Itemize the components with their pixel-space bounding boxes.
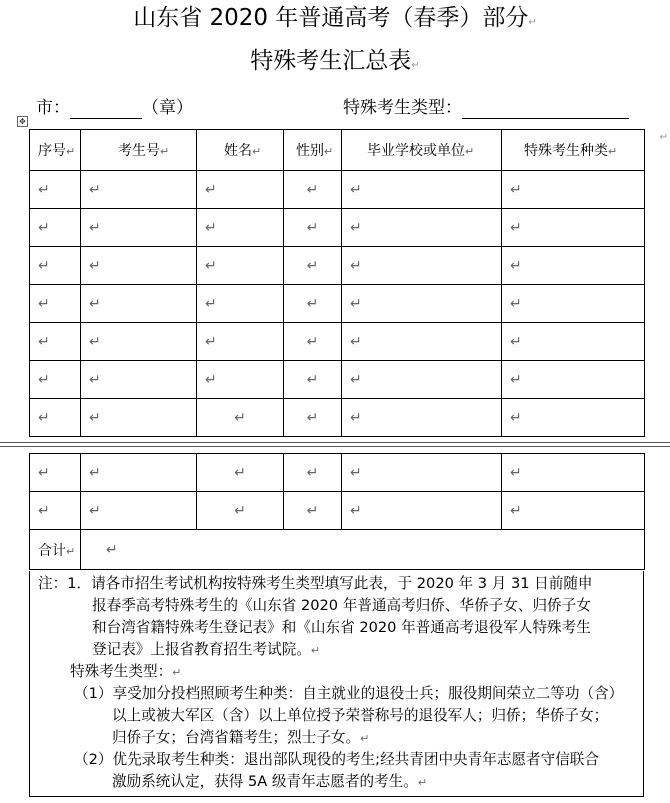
page-break-line <box>0 442 670 443</box>
notes-section <box>29 571 644 797</box>
table-cell[interactable]: ↵ <box>284 492 342 530</box>
note-line: （1）享受加分投档照顾考生种类：自主就业的退役士兵；服役期间荣立二等功（含） <box>74 685 624 702</box>
table-cell[interactable]: ↵ <box>342 492 502 530</box>
table-cell[interactable]: ↵ <box>342 399 502 437</box>
table-cell[interactable]: ↵ <box>197 399 284 437</box>
table-cell[interactable]: ↵ <box>30 492 81 530</box>
col-header-gender: 性别↵ <box>284 130 342 171</box>
col-header-name: 姓名↵ <box>197 130 284 171</box>
note-line: （2）优先录取考生种类：退出部队现役的考生;经共青团中央青年志愿者守信联合 <box>74 751 599 768</box>
table-cell[interactable]: ↵ <box>502 247 645 285</box>
title-line-1 <box>0 4 670 37</box>
city-label: 市： <box>36 98 70 118</box>
table-cell[interactable]: ↵ <box>81 492 197 530</box>
title-line-1-text: 山东省 2020 年普通高考（春季）部分 <box>133 5 529 31</box>
table-cell[interactable]: ↵ <box>81 323 197 361</box>
note-line: 以上或被大军区（含）以上单位授予荣誉称号的退役军人；归侨；华侨子女； <box>112 707 609 724</box>
table-cell[interactable]: ↵ <box>30 323 81 361</box>
col-header-exam-no: 考生号↵ <box>81 130 197 171</box>
table-cell[interactable]: ↵ <box>284 209 342 247</box>
table-cell[interactable]: ↵ <box>284 171 342 209</box>
note-line: 登记表》上报省教育招生考试院。↵ <box>92 641 321 658</box>
city-field <box>36 97 193 119</box>
table-cell[interactable]: ↵ <box>81 209 197 247</box>
student-table-page-1 <box>29 129 645 437</box>
table-cell[interactable]: ↵ <box>81 454 197 492</box>
table-cell[interactable]: ↵ <box>30 209 81 247</box>
table-cell[interactable]: ↵ <box>197 323 284 361</box>
table-cell[interactable]: ↵ <box>30 285 81 323</box>
note-line: 特殊考生类型：↵ <box>70 663 182 680</box>
city-blank[interactable] <box>70 102 142 119</box>
table-cell[interactable]: ↵ <box>30 171 81 209</box>
table-cell[interactable]: ↵ <box>197 492 284 530</box>
table-cell[interactable]: ↵ <box>502 323 645 361</box>
col-header-school: 毕业学校或单位↵ <box>342 130 502 171</box>
table-cell[interactable]: ↵ <box>197 247 284 285</box>
table-cell[interactable]: ↵ <box>284 454 342 492</box>
table-cell[interactable]: ↵ <box>502 171 645 209</box>
table-cell[interactable]: ↵ <box>342 323 502 361</box>
table-cell[interactable]: ↵ <box>502 492 645 530</box>
table-move-handle-icon[interactable]: ✥ <box>17 116 28 127</box>
total-row <box>30 530 645 570</box>
table-row <box>30 171 645 209</box>
student-type-field <box>343 97 629 119</box>
end-of-row-mark: ↵ <box>659 132 668 143</box>
table-header-row <box>30 130 645 171</box>
table-cell[interactable]: ↵ <box>197 361 284 399</box>
col-header-category: 特殊考生种类↵ <box>502 130 645 171</box>
total-value-cell[interactable]: ↵ <box>81 530 645 570</box>
table-cell[interactable]: ↵ <box>502 209 645 247</box>
table-row <box>30 285 645 323</box>
table-cell[interactable]: ↵ <box>342 171 502 209</box>
student-type-label: 特殊考生类型： <box>343 98 462 118</box>
table-cell[interactable]: ↵ <box>81 247 197 285</box>
table-row <box>30 399 645 437</box>
table-cell[interactable]: ↵ <box>342 454 502 492</box>
table-cell[interactable]: ↵ <box>502 361 645 399</box>
table-cell[interactable]: ↵ <box>284 323 342 361</box>
table-cell[interactable]: ↵ <box>197 285 284 323</box>
note-line: 和台湾省籍特殊考生登记表》和《山东省 2020 年普通高考退役军人特殊考生 <box>92 619 591 636</box>
page-break-line <box>0 446 670 447</box>
table-cell[interactable]: ↵ <box>197 171 284 209</box>
table-cell[interactable]: ↵ <box>284 285 342 323</box>
table-cell[interactable]: ↵ <box>284 361 342 399</box>
table-cell[interactable]: ↵ <box>197 454 284 492</box>
table-cell[interactable]: ↵ <box>502 285 645 323</box>
table-row <box>30 323 645 361</box>
table-row <box>30 454 645 492</box>
table-cell[interactable]: ↵ <box>81 361 197 399</box>
paragraph-mark-icon: ↵ <box>411 60 420 71</box>
table-cell[interactable]: ↵ <box>342 209 502 247</box>
table-row <box>30 247 645 285</box>
table-cell[interactable]: ↵ <box>502 399 645 437</box>
col-header-seq: 序号↵ <box>30 130 81 171</box>
table-cell[interactable]: ↵ <box>502 454 645 492</box>
seal-label: （章） <box>142 98 193 118</box>
table-cell[interactable]: ↵ <box>81 399 197 437</box>
table-cell[interactable]: ↵ <box>284 399 342 437</box>
note-line: 报春季高考特殊考生的《山东省 2020 年普通高考归侨、华侨子女、归侨子女 <box>92 597 591 614</box>
table-cell[interactable]: ↵ <box>30 247 81 285</box>
table-cell[interactable]: ↵ <box>197 209 284 247</box>
table-cell[interactable]: ↵ <box>30 454 81 492</box>
title-line-2-text: 特殊考生汇总表 <box>250 48 412 74</box>
table-cell[interactable]: ↵ <box>81 285 197 323</box>
note-line: 注：1．请各市招生考试机构按特殊考生类型填写此表，于 2020 年 3 月 31 日前随申 <box>38 575 593 592</box>
student-table-page-2 <box>29 453 645 570</box>
table-cell[interactable]: ↵ <box>342 361 502 399</box>
table-row <box>30 209 645 247</box>
table-cell[interactable]: ↵ <box>284 247 342 285</box>
table-cell[interactable]: ↵ <box>342 247 502 285</box>
table-cell[interactable]: ↵ <box>30 361 81 399</box>
total-label-cell: 合计↵ <box>30 530 81 570</box>
title-line-2 <box>0 47 670 80</box>
note-line: 激励系统认定，获得 5A 级青年志愿者的考生。↵ <box>112 773 428 790</box>
table-row <box>30 361 645 399</box>
note-line: 归侨子女；台湾省籍考生；烈士子女。↵ <box>112 729 370 746</box>
table-cell[interactable]: ↵ <box>342 285 502 323</box>
table-cell[interactable]: ↵ <box>30 399 81 437</box>
paragraph-mark-icon: ↵ <box>528 17 537 28</box>
student-type-blank[interactable] <box>462 102 629 119</box>
table-cell[interactable]: ↵ <box>81 171 197 209</box>
table-row <box>30 492 645 530</box>
